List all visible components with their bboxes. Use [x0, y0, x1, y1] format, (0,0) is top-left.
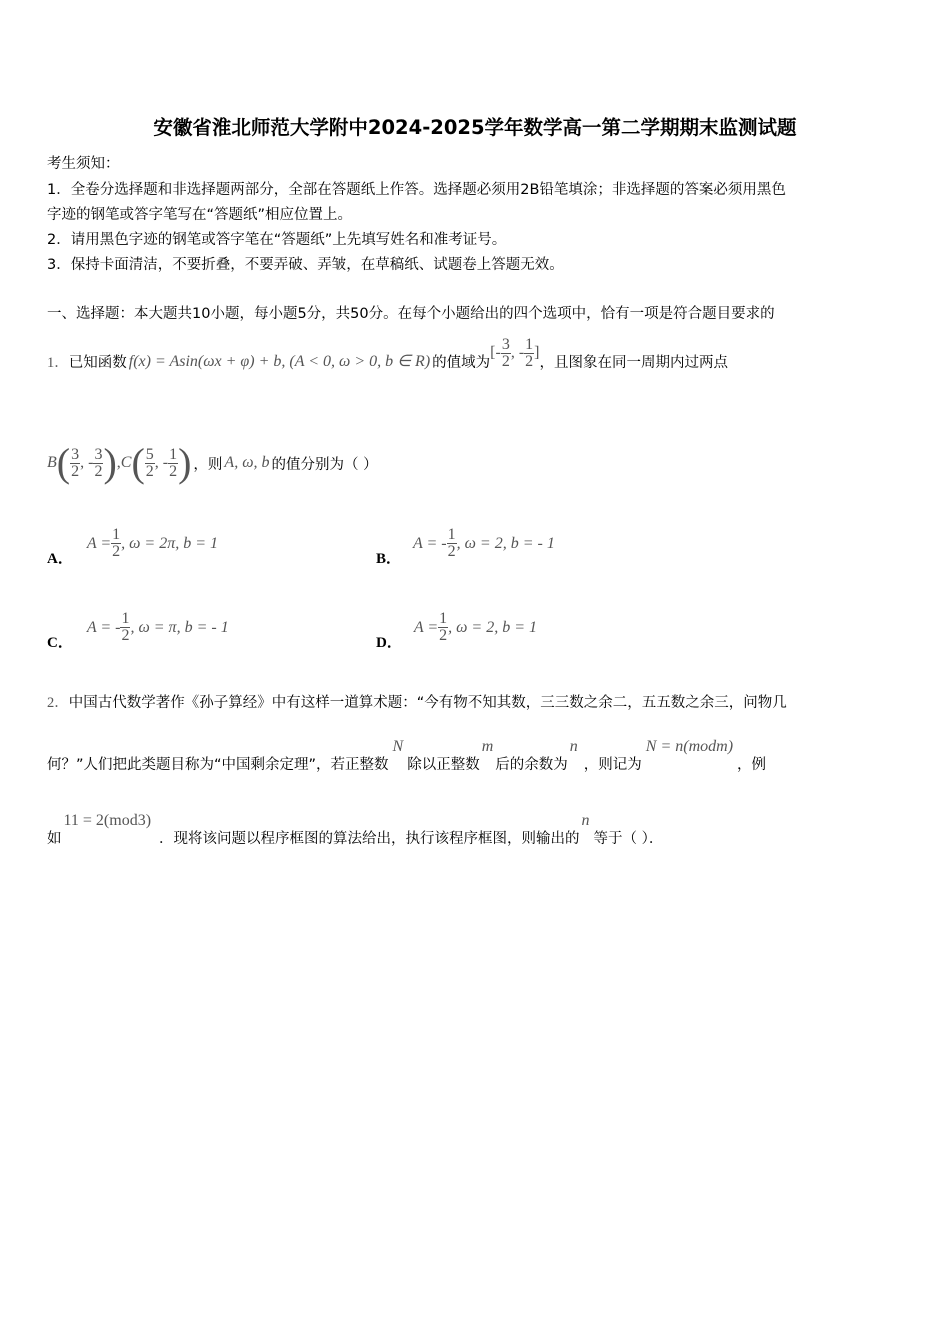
point-B-close-paren: )	[103, 440, 117, 485]
question-1-formula: f(x) = Asin(ωx + φ) + b, (A < 0, ω > 0, b ∈ R)	[128, 353, 431, 370]
point-sep: ,	[116, 454, 121, 471]
mod-notation: N = n(modm)	[645, 738, 734, 755]
question-1-number: 1．	[47, 354, 69, 371]
option-C-fraction	[120, 611, 130, 644]
option-D-fraction	[438, 611, 448, 644]
point-B-sep: , -	[80, 454, 94, 471]
point-C-sep: , -	[154, 454, 169, 471]
range-den-1: 2	[501, 352, 510, 370]
mod-example: 11 = 2(mod3)	[63, 812, 152, 829]
option-C-num: 1	[121, 610, 130, 627]
question-1	[47, 335, 728, 379]
notice-heading: 考生须知：	[47, 156, 120, 172]
option-D-label: D．	[376, 635, 402, 651]
question-1-text-a: 已知函数	[68, 354, 127, 371]
point-B-x	[70, 447, 80, 480]
var-N: N	[392, 738, 404, 755]
option-B-post: , ω = 2, b = - 1	[456, 534, 555, 552]
question-2-line-2-b: 除以正整数	[407, 757, 480, 773]
option-C-post: , ω = π, b = - 1	[130, 618, 229, 636]
option-A-den: 2	[112, 543, 121, 560]
range-fraction-2	[524, 337, 534, 370]
point-C-y-den: 2	[169, 462, 178, 480]
option-D-pre: A =	[413, 618, 439, 636]
page-title: 安徽省淮北师范大学附中2024-2025学年数学高一第二学期期末监测试题	[153, 116, 797, 139]
question-2-line-2-e: ，例	[737, 757, 767, 773]
option-D-post: , ω = 2, b = 1	[448, 618, 538, 636]
section-heading: 一、选择题：本大题共10小题，每小题5分，共50分。在每个小题给出的四个选项中，恰有一项是符合题目要求的	[47, 306, 775, 322]
question-2-number: 2．	[47, 695, 69, 711]
var-m: m	[481, 738, 494, 755]
option-A[interactable]	[47, 522, 218, 568]
point-C-x	[145, 447, 155, 480]
option-B-fraction	[447, 527, 457, 560]
notice-item-3: 3．保持卡面清洁，不要折叠，不要弄破、弄皱，在草稿纸、试题卷上答题无效。	[47, 257, 564, 273]
point-B-x-num: 3	[71, 445, 80, 463]
range-expression	[490, 337, 539, 370]
var-n: n	[569, 738, 578, 755]
point-B-y-den: 2	[94, 462, 103, 480]
range-sep: , -	[510, 344, 525, 361]
option-B-expression	[413, 527, 555, 560]
point-C-label: C	[120, 454, 132, 471]
point-B-label: B	[47, 454, 57, 471]
point-C-x-num: 5	[145, 445, 154, 463]
question-1-text-c: ，且图象在同一周期内过两点	[539, 354, 728, 371]
question-2-line-3-a: 如	[47, 831, 62, 847]
point-B-open-paren: (	[56, 440, 71, 485]
point-C-x-den: 2	[145, 462, 154, 480]
option-B[interactable]	[376, 522, 555, 568]
range-fraction-1	[501, 337, 511, 370]
notice-item-1: 1．全卷分选择题和非选择题两部分，全部在答题纸上作答。选择题必须用2B铅笔填涂；非选择题的答案必须用黑色	[47, 182, 786, 198]
point-B-y	[93, 447, 103, 480]
option-D[interactable]	[376, 606, 537, 652]
option-B-den: 2	[447, 543, 456, 560]
question-2-line-3-b: ．现将该问题以程序框图的算法给出，执行该程序框图，则输出的	[159, 831, 580, 847]
range-close: ]	[534, 344, 540, 361]
option-A-label: A．	[47, 551, 73, 567]
question-2-line-3-c: 等于（ ）．	[593, 831, 664, 847]
question-1-text-b: 的值域为	[432, 354, 491, 371]
var-n-output: n	[581, 812, 590, 829]
option-B-pre: A = -	[413, 534, 447, 552]
point-C-y-num: 1	[169, 445, 178, 463]
option-B-label: B．	[376, 551, 402, 567]
question-1-points	[47, 438, 378, 488]
option-A-num: 1	[112, 526, 121, 543]
point-C-close-paren: )	[178, 440, 192, 485]
question-2-line-2	[47, 738, 766, 774]
question-1-vars: A, ω, b	[224, 454, 270, 471]
option-D-num: 1	[439, 610, 448, 627]
range-den-2: 2	[525, 352, 534, 370]
question-2	[47, 691, 787, 712]
option-A-fraction	[111, 527, 121, 560]
question-2-line-2-a: 何？”人们把此类题目称为“中国剩余定理”，若正整数	[47, 757, 389, 773]
question-2-line-1: 中国古代数学著作《孙子算经》中有这样一道算术题：“今有物不知其数，三三数之余二，五五数之余三，问物几	[68, 695, 787, 711]
notice-item-2: 2．请用黑色字迹的钢笔或答字笔在“答题纸”上先填写姓名和准考证号。	[47, 232, 507, 248]
range-num-1: 3	[501, 335, 510, 353]
option-C[interactable]	[47, 606, 229, 652]
option-A-post: , ω = 2π, b = 1	[121, 534, 219, 552]
point-B-x-den: 2	[71, 462, 80, 480]
range-num-2: 1	[525, 335, 534, 353]
option-C-den: 2	[121, 627, 130, 644]
point-B-y-num: 3	[94, 445, 103, 463]
option-C-label: C．	[47, 635, 73, 651]
option-D-den: 2	[439, 627, 448, 644]
point-C-y	[168, 447, 178, 480]
option-D-expression	[414, 611, 537, 644]
range-open: [-	[490, 344, 501, 361]
question-2-line-2-c: 后的余数为	[495, 757, 568, 773]
option-A-expression	[87, 527, 218, 560]
question-1-text-e: 的值分别为（ ）	[271, 456, 378, 473]
option-C-expression	[87, 611, 229, 644]
option-A-pre: A =	[86, 534, 112, 552]
point-C-open-paren: (	[131, 440, 145, 485]
question-2-line-3	[47, 812, 663, 848]
question-2-line-2-d: ，则记为	[583, 757, 642, 773]
notice-item-1-cont: 字迹的钢笔或答字笔写在“答题纸”相应位置上。	[47, 207, 353, 223]
option-B-num: 1	[447, 526, 456, 543]
question-1-text-d: ，则	[193, 456, 223, 473]
option-C-pre: A = -	[86, 618, 121, 636]
